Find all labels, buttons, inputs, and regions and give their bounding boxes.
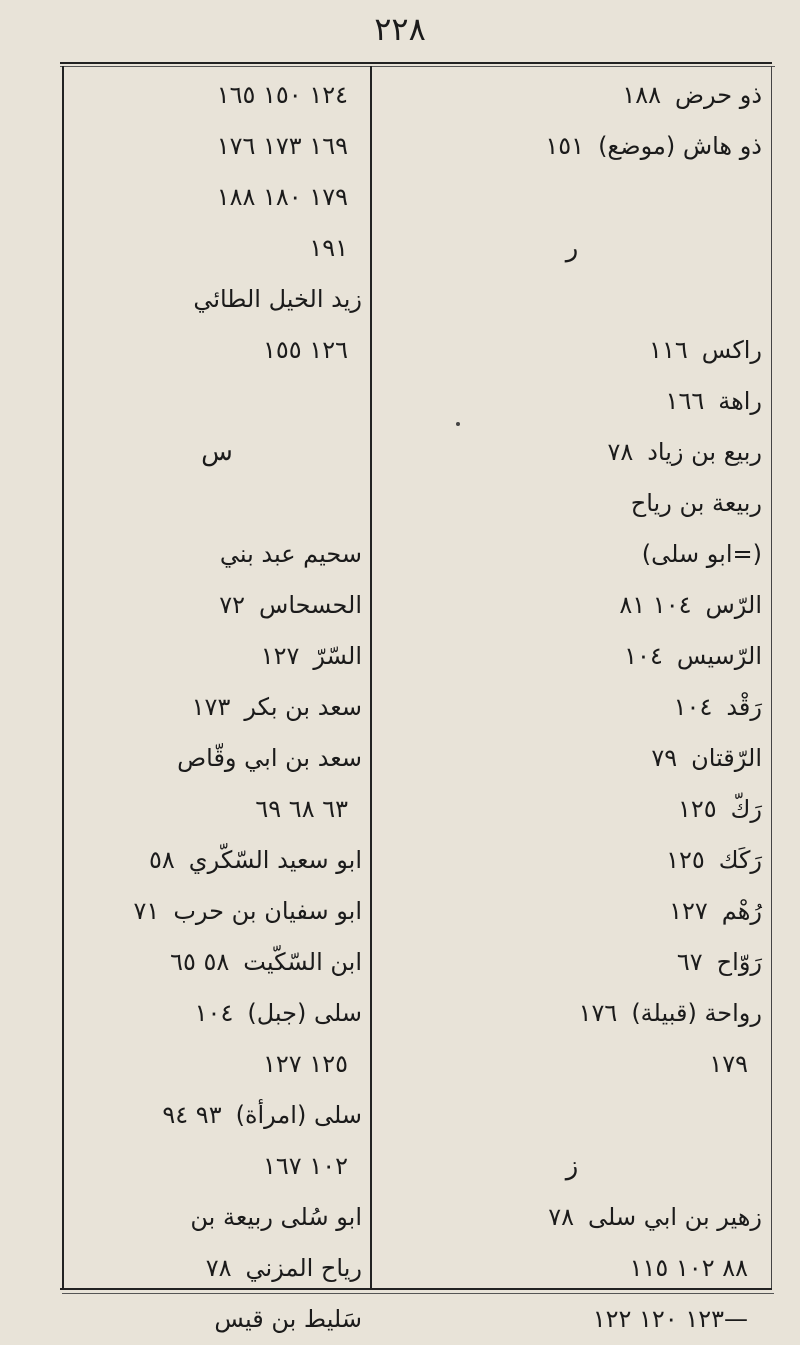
entry-name: رَكّ bbox=[730, 795, 762, 823]
index-entry bbox=[72, 988, 362, 1039]
entry-name: ابو سفيان بن حرب bbox=[173, 897, 362, 925]
section-letter: ز bbox=[565, 1151, 579, 1181]
entry-page-numbers: ٧٨ bbox=[548, 1203, 575, 1231]
index-entry bbox=[72, 631, 362, 682]
entry-page-numbers: ٥٨ ٦٥ bbox=[170, 948, 230, 976]
index-entry bbox=[72, 529, 362, 580]
entry-name: الرّقتان bbox=[691, 744, 762, 772]
index-entry bbox=[72, 172, 362, 223]
entry-name: رواحة (قبيلة) bbox=[631, 999, 762, 1027]
entry-name: ابن السّكّيت bbox=[243, 948, 362, 976]
entry-page-numbers: ٦٣ ٦٨ ٦٩ bbox=[255, 795, 348, 823]
entry-name: الرّسيس bbox=[676, 642, 762, 670]
entry-page-numbers: ١٩١ bbox=[309, 234, 348, 262]
top-rule-thin bbox=[60, 66, 775, 67]
index-entry bbox=[382, 1039, 762, 1090]
right-column bbox=[382, 70, 762, 1333]
index-entry bbox=[382, 835, 762, 886]
left-margin-line bbox=[62, 66, 64, 1288]
blank-line bbox=[72, 376, 362, 427]
entry-page-numbers: ١٧٣ bbox=[191, 693, 231, 721]
entry-page-numbers: ١١٦ bbox=[649, 336, 688, 364]
section-letter: ر bbox=[565, 233, 579, 263]
index-entry bbox=[72, 325, 362, 376]
entry-page-numbers: ١٧٦ bbox=[578, 999, 618, 1027]
entry-name: ذو هاش (موضع) bbox=[598, 132, 762, 160]
index-entry bbox=[72, 121, 362, 172]
entry-page-numbers: ٩٣ ٩٤ bbox=[162, 1101, 222, 1129]
index-entry bbox=[382, 682, 762, 733]
entry-page-numbers: ١٢٧ bbox=[260, 642, 300, 670]
entry-page-numbers: ١٠٤ ٨١ bbox=[619, 591, 692, 619]
blank-line bbox=[72, 478, 362, 529]
entry-name: رُهْم bbox=[721, 897, 762, 925]
entry-name: سلى (امرأة) bbox=[235, 1101, 362, 1129]
entry-page-numbers: ١٧٩ bbox=[709, 1050, 748, 1078]
entry-page-numbers: ١٢٥ bbox=[677, 795, 717, 823]
index-entry bbox=[382, 70, 762, 121]
index-entry bbox=[72, 223, 362, 274]
index-entry bbox=[382, 886, 762, 937]
index-entry bbox=[382, 1192, 762, 1243]
entry-page-numbers: ١٢٤ ١٥٠ ١٦٥ bbox=[216, 81, 348, 109]
entry-page-numbers: ١٠٤ bbox=[624, 642, 663, 670]
index-entry bbox=[72, 1039, 362, 1090]
entry-page-numbers: ١٢٥ ١٢٧ bbox=[263, 1050, 348, 1078]
index-entry bbox=[72, 886, 362, 937]
entry-name: زيد الخيل الطائي bbox=[193, 285, 362, 313]
entry-name: سَليط بن قيس bbox=[214, 1305, 362, 1333]
index-entry bbox=[72, 70, 362, 121]
index-entry bbox=[382, 121, 762, 172]
entry-name: (=ابو سلى) bbox=[641, 540, 762, 568]
index-entry bbox=[382, 427, 762, 478]
entry-page-numbers: ٧١ bbox=[133, 897, 160, 925]
entry-page-numbers: ١٢٦ ١٥٥ bbox=[263, 336, 348, 364]
entry-page-numbers: ٦٧ bbox=[676, 948, 703, 976]
entry-page-numbers: ٧٨ bbox=[205, 1254, 232, 1282]
index-entry bbox=[382, 988, 762, 1039]
entry-name: سعد بن بكر bbox=[244, 693, 362, 721]
blank-line bbox=[382, 1090, 762, 1141]
entry-page-numbers: ١٦٩ ١٧٣ ١٧٦ bbox=[216, 132, 348, 160]
entry-page-numbers: ١٧٩ ١٨٠ ١٨٨ bbox=[216, 183, 348, 211]
index-entry bbox=[72, 733, 362, 784]
index-entry bbox=[72, 1090, 362, 1141]
entry-name: رَقْد bbox=[726, 693, 762, 721]
index-entry bbox=[72, 274, 362, 325]
entry-page-numbers: ٧٨ bbox=[607, 438, 634, 466]
entry-page-numbers: ١٠٤ bbox=[194, 999, 234, 1027]
index-entry bbox=[72, 1141, 362, 1192]
entry-page-numbers: ١٥١ bbox=[545, 132, 585, 160]
entry-name: ربيع بن زياد bbox=[647, 438, 762, 466]
index-entry bbox=[382, 376, 762, 427]
entry-page-numbers: ٧٩ bbox=[651, 744, 678, 772]
entry-name: رَكَك bbox=[718, 846, 762, 874]
entry-name: سعد بن ابي وقّاص bbox=[177, 744, 362, 772]
index-entry bbox=[72, 835, 362, 886]
index-entry bbox=[382, 580, 762, 631]
entry-name: ابو سُلى ربيعة بن bbox=[190, 1203, 362, 1231]
page-number: ٢٢٨ bbox=[374, 10, 426, 48]
index-entry bbox=[72, 1294, 362, 1345]
index-entry bbox=[382, 1243, 762, 1294]
index-entry bbox=[382, 1294, 762, 1345]
entry-page-numbers: ١٢٧ bbox=[669, 897, 708, 925]
index-entry bbox=[72, 1192, 362, 1243]
entry-page-numbers: ١٢٣ ١٢٠ ١٢٢— bbox=[592, 1305, 748, 1333]
right-margin-line bbox=[771, 66, 772, 1288]
index-entry bbox=[382, 529, 762, 580]
entry-name: زهير بن ابي سلى bbox=[588, 1203, 762, 1231]
entry-page-numbers: ١٦٦ bbox=[665, 387, 705, 415]
entry-name: سحيم عبد بني bbox=[219, 540, 362, 568]
index-entry bbox=[72, 580, 362, 631]
entry-page-numbers: ١٠٤ bbox=[673, 693, 713, 721]
entry-name: الحسحاس bbox=[259, 591, 362, 619]
index-entry bbox=[72, 682, 362, 733]
index-entry bbox=[382, 733, 762, 784]
index-entry bbox=[382, 325, 762, 376]
blank-line bbox=[382, 274, 762, 325]
blank-line bbox=[382, 172, 762, 223]
entry-name: رَوّاح bbox=[716, 948, 762, 976]
entry-name: ربيعة بن رياح bbox=[630, 489, 762, 517]
index-entry bbox=[72, 1243, 362, 1294]
index-entry bbox=[382, 631, 762, 682]
section-letter: س bbox=[201, 437, 233, 467]
entry-name: الرّس bbox=[705, 591, 762, 619]
entry-page-numbers: ١٨٨ bbox=[622, 81, 661, 109]
entry-name: راهة bbox=[718, 387, 762, 415]
entry-page-numbers: ١٢٥ bbox=[666, 846, 705, 874]
index-entry bbox=[382, 478, 762, 529]
top-rule bbox=[60, 62, 772, 64]
index-entry bbox=[72, 784, 362, 835]
entry-page-numbers: ٥٨ bbox=[149, 846, 175, 874]
entry-page-numbers: ١٠٢ ١٦٧ bbox=[263, 1152, 348, 1180]
entry-name: السّرّ bbox=[313, 642, 362, 670]
index-entry bbox=[72, 937, 362, 988]
entry-name: ذو حرض bbox=[675, 81, 762, 109]
column-divider bbox=[370, 66, 372, 1288]
left-column bbox=[72, 70, 362, 1333]
entry-name: رياح المزني bbox=[245, 1254, 362, 1282]
entry-name: ابو سعيد السّكّري bbox=[188, 846, 362, 874]
entry-page-numbers: ٧٢ bbox=[219, 591, 246, 619]
entry-name: سلى (جبل) bbox=[247, 999, 362, 1027]
index-entry bbox=[382, 784, 762, 835]
entry-name: راكس bbox=[701, 336, 762, 364]
entry-page-numbers: ٨٨ ١٠٢ ١١٥ bbox=[629, 1254, 748, 1282]
index-entry bbox=[382, 937, 762, 988]
